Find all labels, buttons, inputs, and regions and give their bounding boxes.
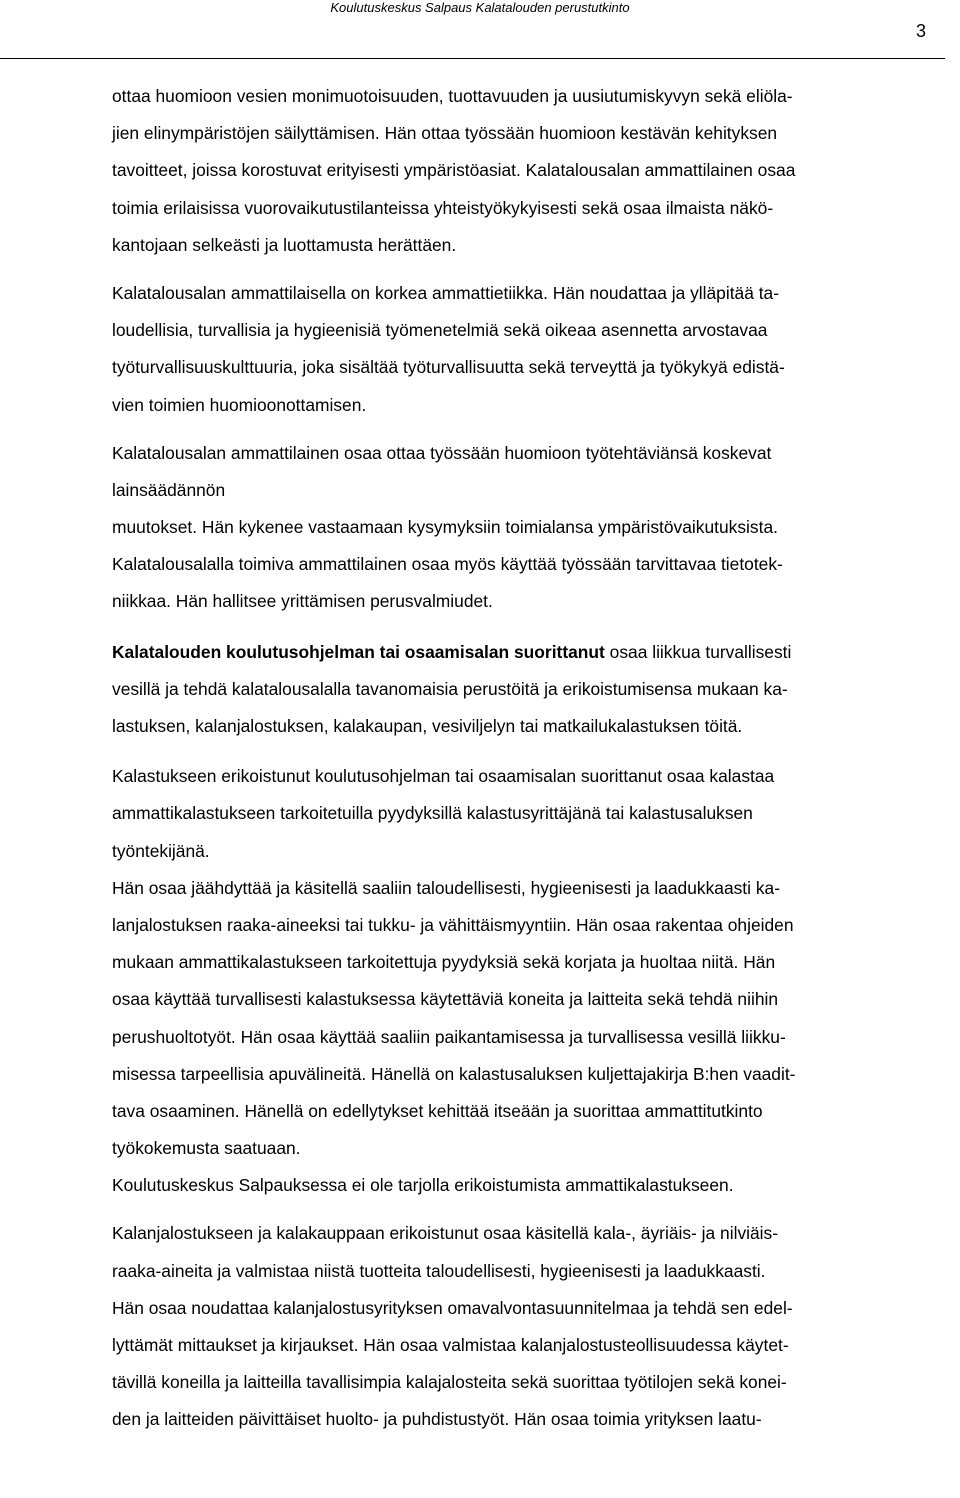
text-line: Kalatalousalalla toimiva ammattilainen osaa myös käyttää työssään tarvittavaa tietotek- [112, 554, 783, 575]
document-body [112, 78, 954, 1439]
text-line: Hän osaa noudattaa kalanjalostusyrityksen omavalvontasuunnitelmaa ja tehdä sen edel- [112, 1297, 793, 1318]
text-line: toimia erilaisissa vuorovaikutustilanteissa yhteistyökykyisesti sekä osaa ilmaista näkö- [112, 197, 774, 218]
text-line: osaa käyttää turvallisesti kalastuksessa käytettäviä koneita ja laitteita sekä tehdä niihin [112, 989, 779, 1010]
text-line: tava osaaminen. Hänellä on edellytykset kehittää itseään ja suorittaa ammattitutkinto [112, 1100, 763, 1121]
text-line: lainsäädännön [112, 479, 226, 500]
paragraph [112, 78, 954, 264]
text-line: misessa tarpeellisia apuvälineitä. Hänellä on kalastusaluksen kuljettajakirja B:hen vaadit- [112, 1063, 796, 1084]
header-divider [0, 58, 945, 59]
text-line: lyttämät mittaukset ja kirjaukset. Hän osaa valmistaa kalanjalostusteollisuudessa käytet- [112, 1335, 789, 1355]
text-line: Hän osaa jäähdyttää ja käsitellä saaliin taloudellisesti, hygieenisesti ja laadukkaasti ka- [112, 877, 780, 898]
text-line: raaka-aineita ja valmistaa niistä tuotteita taloudellisesti, hygieenisesti ja laadukkaasti. [112, 1260, 766, 1281]
text-line: perushuoltotyöt. Hän osaa käyttää saaliin paikantamisessa ja turvallisessa vesillä liikku- [112, 1026, 786, 1047]
paragraph [112, 758, 954, 1204]
paragraph [112, 634, 954, 746]
page-number: 3 [915, 21, 926, 41]
text-line: muutokset. Hän kykenee vastaamaan kysymyksiin toimialansa ympäristövaikutuksista. [112, 517, 778, 538]
text-line: loudellisia, turvallisia ja hygieenisiä työmenetelmiä sekä oikeaa asennetta arvostavaa [112, 320, 768, 341]
text-line: kantojaan selkeästi ja luottamusta herättäen. [112, 234, 457, 255]
text-line: työkokemusta saatuaan. [112, 1138, 301, 1159]
text-line: vesillä ja tehdä kalatalousalalla tavanomaisia perustöitä ja erikoistumisensa mukaan ka- [112, 678, 788, 699]
text-line: mukaan ammattikalastukseen tarkoitettuja pyydyksiä sekä korjata ja huoltaa niitä. Hän [112, 952, 776, 973]
text-line: lastuksen, kalanjalostuksen, kalakaupan, vesiviljelyn tai matkailukalastuksen töitä. [112, 716, 743, 736]
text-segment: osaa liikkua turvallisesti [604, 641, 792, 662]
text-line: ammattikalastukseen tarkoitetuilla pyydyksillä kalastusyrittäjänä tai kalastusaluksen [112, 803, 753, 824]
text-line: den ja laitteiden päivittäiset huolto- ja puhdistustyöt. Hän osaa toimia yrityksen laatu- [112, 1409, 762, 1430]
running-header-title: Koulutuskeskus Salpaus Kalatalouden perustutkinto [330, 0, 630, 15]
text-line: vien toimien huomioonottamisen. [112, 394, 367, 415]
text-line: ottaa huomioon vesien monimuotoisuuden, tuottavuuden ja uusiutumiskyvyn sekä eliöla- [112, 86, 793, 106]
text-line: niikkaa. Hän hallitsee yrittämisen perusvalmiudet. [112, 591, 493, 612]
text-line: Kalastukseen erikoistunut koulutusohjelman tai osaamisalan suorittanut osaa kalastaa [112, 766, 775, 787]
text-line: Koulutuskeskus Salpauksessa ei ole tarjolla erikoistumista ammattikalastukseen. [112, 1175, 734, 1196]
text-line: Kalatalousalan ammattilaisella on korkea ammattietiikka. Hän noudattaa ja ylläpitää ta- [112, 282, 780, 303]
text-line: Kalatalousalan ammattilainen osaa ottaa työssään huomioon työtehtäviänsä koskevat [112, 442, 772, 463]
text-line: työturvallisuuskulttuuria, joka sisältää työturvallisuutta sekä terveyttä ja työkykyä edistä- [112, 357, 785, 378]
text-line: jien elinympäristöjen säilyttämisen. Hän ottaa työssään huomioon kestävän kehityksen [112, 123, 778, 144]
paragraph [112, 275, 954, 424]
text-line: Kalanjalostukseen ja kalakauppaan erikoistunut osaa käsitellä kala-, äyriäis- ja nilviäis- [112, 1223, 779, 1244]
bold-lead-text: Kalatalouden koulutusohjelman tai osaamisalan suorittanut [112, 641, 605, 662]
paragraph [112, 1215, 954, 1438]
text-line: tävillä koneilla ja laitteilla tavallisimpia kalajalosteita sekä suorittaa työtilojen sekä konei- [112, 1372, 787, 1393]
paragraph [112, 435, 954, 621]
text-line: työntekijänä. [112, 840, 210, 861]
text-line [112, 634, 954, 671]
text-line: lanjalostuksen raaka-aineeksi tai tukku- ja vähittäismyyntiin. Hän osaa rakentaa ohjeiden [112, 914, 794, 935]
text-line: tavoitteet, joissa korostuvat erityisesti ympäristöasiat. Kalatalousalan ammattilainen osaa [112, 160, 796, 181]
